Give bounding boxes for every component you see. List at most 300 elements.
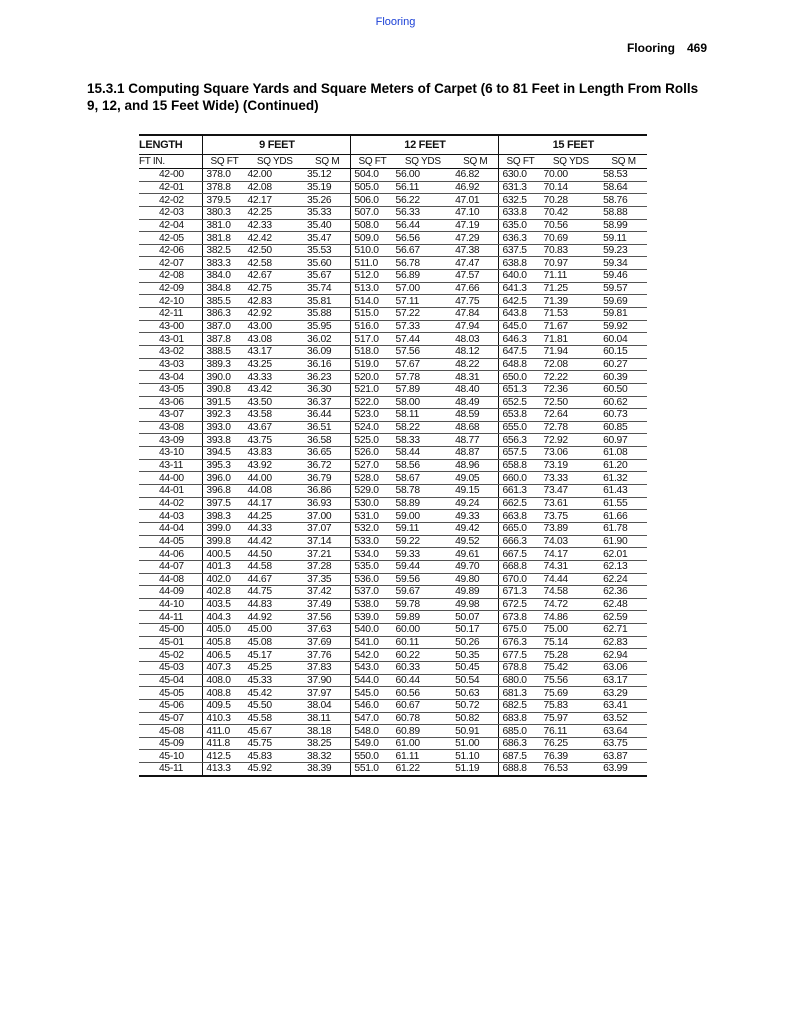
sq-yds-15-cell: 72.92 (542, 434, 601, 447)
sq-yds-9-cell: 42.92 (245, 308, 304, 321)
sq-yds-15-cell: 72.36 (542, 383, 601, 396)
length-cell: 42-05 (139, 232, 203, 245)
subheader-sq-ft: SQ FT (203, 155, 246, 169)
sq-m-12-cell: 51.19 (452, 763, 499, 776)
sq-m-9-cell: 35.12 (304, 169, 351, 182)
sq-yds-12-cell: 56.11 (394, 181, 453, 194)
length-cell: 42-00 (139, 169, 203, 182)
sq-m-15-cell: 62.13 (600, 560, 647, 573)
length-cell: 43-04 (139, 371, 203, 384)
sq-ft-12-cell: 517.0 (351, 333, 394, 346)
page-number: 469 (686, 41, 707, 55)
sq-m-12-cell: 49.15 (452, 485, 499, 498)
sq-yds-12-cell: 60.44 (394, 674, 453, 687)
length-cell: 42-09 (139, 282, 203, 295)
sq-m-15-cell: 60.85 (600, 421, 647, 434)
sq-yds-12-cell: 60.11 (394, 636, 453, 649)
sq-ft-15-cell: 637.5 (499, 244, 542, 257)
sq-m-12-cell: 47.47 (452, 257, 499, 270)
sq-yds-15-cell: 73.33 (542, 472, 601, 485)
sq-yds-15-cell: 70.28 (542, 194, 601, 207)
sq-yds-15-cell: 74.03 (542, 535, 601, 548)
length-cell: 43-07 (139, 409, 203, 422)
table-row (139, 358, 647, 371)
table-row (139, 725, 647, 738)
table-row (139, 169, 647, 182)
sq-m-9-cell: 36.72 (304, 459, 351, 472)
sq-ft-12-cell: 532.0 (351, 522, 394, 535)
sq-m-9-cell: 37.35 (304, 573, 351, 586)
sq-yds-9-cell: 42.08 (245, 181, 304, 194)
sq-ft-15-cell: 655.0 (499, 421, 542, 434)
sq-ft-15-cell: 672.5 (499, 598, 542, 611)
sq-yds-15-cell: 72.08 (542, 358, 601, 371)
sq-yds-15-cell: 71.25 (542, 282, 601, 295)
sq-ft-15-cell: 683.8 (499, 712, 542, 725)
sq-ft-12-cell: 544.0 (351, 674, 394, 687)
sq-ft-9-cell: 384.0 (203, 270, 246, 283)
sq-yds-15-cell: 72.22 (542, 371, 601, 384)
sq-yds-12-cell: 58.00 (394, 396, 453, 409)
sq-m-15-cell: 61.32 (600, 472, 647, 485)
length-cell: 42-01 (139, 181, 203, 194)
sq-yds-15-cell: 75.42 (542, 661, 601, 674)
length-cell: 43-09 (139, 434, 203, 447)
sq-ft-12-cell: 549.0 (351, 737, 394, 750)
sq-yds-15-cell: 70.69 (542, 232, 601, 245)
sq-yds-9-cell: 43.58 (245, 409, 304, 422)
sq-m-12-cell: 48.22 (452, 358, 499, 371)
sq-m-9-cell: 36.44 (304, 409, 351, 422)
sq-yds-12-cell: 60.78 (394, 712, 453, 725)
sq-m-9-cell: 37.28 (304, 560, 351, 573)
length-cell: 42-07 (139, 257, 203, 270)
sq-ft-12-cell: 513.0 (351, 282, 394, 295)
sq-ft-15-cell: 657.5 (499, 447, 542, 460)
sq-m-12-cell: 50.07 (452, 611, 499, 624)
sq-ft-15-cell: 688.8 (499, 763, 542, 776)
table-row (139, 624, 647, 637)
sq-ft-15-cell: 673.8 (499, 611, 542, 624)
length-cell: 44-06 (139, 548, 203, 561)
table-row (139, 763, 647, 776)
table-row (139, 459, 647, 472)
sq-m-15-cell: 62.01 (600, 548, 647, 561)
sq-yds-15-cell: 74.44 (542, 573, 601, 586)
sq-ft-15-cell: 668.8 (499, 560, 542, 573)
sq-m-9-cell: 36.16 (304, 358, 351, 371)
sq-yds-9-cell: 44.58 (245, 560, 304, 573)
sq-m-12-cell: 47.84 (452, 308, 499, 321)
length-cell: 43-11 (139, 459, 203, 472)
sq-m-12-cell: 50.82 (452, 712, 499, 725)
table-row (139, 232, 647, 245)
sq-yds-15-cell: 75.28 (542, 649, 601, 662)
sq-ft-15-cell: 685.0 (499, 725, 542, 738)
length-cell: 43-01 (139, 333, 203, 346)
sq-ft-15-cell: 631.3 (499, 181, 542, 194)
sq-yds-12-cell: 60.56 (394, 687, 453, 700)
sq-m-15-cell: 58.53 (600, 169, 647, 182)
sq-m-12-cell: 47.94 (452, 320, 499, 333)
sq-ft-12-cell: 531.0 (351, 510, 394, 523)
sq-yds-12-cell: 56.89 (394, 270, 453, 283)
table-row (139, 611, 647, 624)
sq-ft-15-cell: 666.3 (499, 535, 542, 548)
sq-m-9-cell: 38.32 (304, 750, 351, 763)
sq-ft-12-cell: 528.0 (351, 472, 394, 485)
sq-m-9-cell: 36.58 (304, 434, 351, 447)
sq-ft-12-cell: 551.0 (351, 763, 394, 776)
sq-yds-9-cell: 45.08 (245, 636, 304, 649)
sq-yds-9-cell: 42.83 (245, 295, 304, 308)
sq-ft-12-cell: 525.0 (351, 434, 394, 447)
sq-m-9-cell: 35.40 (304, 219, 351, 232)
sq-yds-9-cell: 43.25 (245, 358, 304, 371)
sq-m-15-cell: 63.06 (600, 661, 647, 674)
table-body (139, 169, 647, 776)
table-row (139, 345, 647, 358)
sq-ft-9-cell: 382.5 (203, 244, 246, 257)
sq-ft-15-cell: 667.5 (499, 548, 542, 561)
sq-m-12-cell: 47.66 (452, 282, 499, 295)
sq-yds-15-cell: 75.83 (542, 699, 601, 712)
sq-ft-15-cell: 675.0 (499, 624, 542, 637)
sq-ft-12-cell: 506.0 (351, 194, 394, 207)
sq-ft-9-cell: 411.8 (203, 737, 246, 750)
sq-m-9-cell: 37.83 (304, 661, 351, 674)
length-cell: 44-01 (139, 485, 203, 498)
sq-yds-12-cell: 57.33 (394, 320, 453, 333)
table-row (139, 750, 647, 763)
sq-m-12-cell: 47.38 (452, 244, 499, 257)
length-cell: 42-03 (139, 206, 203, 219)
sq-yds-12-cell: 56.44 (394, 219, 453, 232)
sq-yds-15-cell: 75.56 (542, 674, 601, 687)
sq-yds-9-cell: 43.83 (245, 447, 304, 460)
sq-m-9-cell: 36.37 (304, 396, 351, 409)
sq-yds-12-cell: 59.44 (394, 560, 453, 573)
sq-ft-9-cell: 390.0 (203, 371, 246, 384)
sq-yds-12-cell: 61.22 (394, 763, 453, 776)
sq-m-12-cell: 49.05 (452, 472, 499, 485)
sq-ft-9-cell: 408.8 (203, 687, 246, 700)
sq-yds-9-cell: 43.08 (245, 333, 304, 346)
carpet-conversion-table (139, 134, 647, 777)
table-row (139, 586, 647, 599)
sq-ft-12-cell: 526.0 (351, 447, 394, 460)
sq-m-9-cell: 38.04 (304, 699, 351, 712)
sq-m-12-cell: 49.80 (452, 573, 499, 586)
table-row (139, 674, 647, 687)
sq-yds-12-cell: 59.89 (394, 611, 453, 624)
sq-yds-15-cell: 76.39 (542, 750, 601, 763)
carpet-table-container (139, 134, 647, 777)
length-cell: 42-08 (139, 270, 203, 283)
sq-m-9-cell: 38.25 (304, 737, 351, 750)
sq-ft-9-cell: 410.3 (203, 712, 246, 725)
sq-m-9-cell: 37.69 (304, 636, 351, 649)
sq-yds-9-cell: 45.00 (245, 624, 304, 637)
sq-ft-9-cell: 389.3 (203, 358, 246, 371)
sq-yds-15-cell: 73.75 (542, 510, 601, 523)
sq-yds-15-cell: 70.56 (542, 219, 601, 232)
sq-m-9-cell: 35.81 (304, 295, 351, 308)
sq-m-12-cell: 48.87 (452, 447, 499, 460)
sq-ft-15-cell: 641.3 (499, 282, 542, 295)
sq-yds-12-cell: 58.78 (394, 485, 453, 498)
sq-yds-12-cell: 57.00 (394, 282, 453, 295)
sq-ft-15-cell: 638.8 (499, 257, 542, 270)
table-row (139, 282, 647, 295)
sq-yds-12-cell: 61.00 (394, 737, 453, 750)
subheader-sq-ft: SQ FT (499, 155, 542, 169)
sq-m-12-cell: 48.31 (452, 371, 499, 384)
length-cell: 44-03 (139, 510, 203, 523)
sq-ft-12-cell: 542.0 (351, 649, 394, 662)
sq-yds-15-cell: 75.97 (542, 712, 601, 725)
sq-m-15-cell: 62.36 (600, 586, 647, 599)
table-row (139, 535, 647, 548)
sq-ft-15-cell: 682.5 (499, 699, 542, 712)
sq-ft-15-cell: 677.5 (499, 649, 542, 662)
sq-yds-12-cell: 56.56 (394, 232, 453, 245)
sq-yds-9-cell: 42.75 (245, 282, 304, 295)
sq-m-12-cell: 47.75 (452, 295, 499, 308)
sq-yds-9-cell: 44.75 (245, 586, 304, 599)
sq-ft-12-cell: 514.0 (351, 295, 394, 308)
sq-yds-15-cell: 74.31 (542, 560, 601, 573)
sq-yds-9-cell: 43.67 (245, 421, 304, 434)
sq-yds-9-cell: 45.83 (245, 750, 304, 763)
sq-yds-9-cell: 44.08 (245, 485, 304, 498)
sq-yds-12-cell: 60.00 (394, 624, 453, 637)
sq-m-15-cell: 59.46 (600, 270, 647, 283)
sq-yds-15-cell: 72.78 (542, 421, 601, 434)
sq-yds-15-cell: 74.72 (542, 598, 601, 611)
sq-ft-9-cell: 409.5 (203, 699, 246, 712)
sq-yds-12-cell: 58.89 (394, 497, 453, 510)
sq-m-12-cell: 48.59 (452, 409, 499, 422)
sq-ft-9-cell: 379.5 (203, 194, 246, 207)
sq-ft-9-cell: 378.0 (203, 169, 246, 182)
sq-ft-9-cell: 401.3 (203, 560, 246, 573)
sq-m-15-cell: 60.62 (600, 396, 647, 409)
sq-ft-12-cell: 530.0 (351, 497, 394, 510)
table-row (139, 636, 647, 649)
top-flooring-link[interactable]: Flooring (375, 16, 416, 28)
table-row (139, 497, 647, 510)
sq-m-15-cell: 63.87 (600, 750, 647, 763)
sq-ft-12-cell: 508.0 (351, 219, 394, 232)
sq-yds-15-cell: 71.94 (542, 345, 601, 358)
table-row (139, 219, 647, 232)
table-row (139, 383, 647, 396)
sq-yds-12-cell: 58.33 (394, 434, 453, 447)
sq-yds-9-cell: 42.17 (245, 194, 304, 207)
table-row (139, 699, 647, 712)
length-cell: 44-11 (139, 611, 203, 624)
sq-ft-15-cell: 678.8 (499, 661, 542, 674)
length-cell: 45-00 (139, 624, 203, 637)
sq-m-15-cell: 60.39 (600, 371, 647, 384)
sq-m-12-cell: 51.00 (452, 737, 499, 750)
subheader-sq-m: SQ M (600, 155, 647, 169)
table-row (139, 257, 647, 270)
sq-yds-9-cell: 42.00 (245, 169, 304, 182)
sq-yds-12-cell: 60.67 (394, 699, 453, 712)
sq-yds-12-cell: 58.22 (394, 421, 453, 434)
sq-yds-12-cell: 60.22 (394, 649, 453, 662)
length-cell: 43-03 (139, 358, 203, 371)
sq-ft-15-cell: 671.3 (499, 586, 542, 599)
sq-m-15-cell: 62.48 (600, 598, 647, 611)
sq-ft-9-cell: 407.3 (203, 661, 246, 674)
sq-m-12-cell: 50.26 (452, 636, 499, 649)
group-header-15ft: 15 FEET (499, 135, 647, 155)
length-cell: 44-08 (139, 573, 203, 586)
sq-m-9-cell: 37.21 (304, 548, 351, 561)
table-row (139, 320, 647, 333)
table-row (139, 712, 647, 725)
sq-ft-15-cell: 652.5 (499, 396, 542, 409)
length-cell: 44-07 (139, 560, 203, 573)
sq-ft-12-cell: 504.0 (351, 169, 394, 182)
sq-m-15-cell: 63.64 (600, 725, 647, 738)
table-row (139, 333, 647, 346)
length-cell: 44-10 (139, 598, 203, 611)
sq-ft-12-cell: 520.0 (351, 371, 394, 384)
sq-m-9-cell: 38.39 (304, 763, 351, 776)
sq-ft-15-cell: 635.0 (499, 219, 542, 232)
table-row (139, 206, 647, 219)
length-cell: 42-11 (139, 308, 203, 321)
sq-m-12-cell: 47.10 (452, 206, 499, 219)
sq-yds-12-cell: 59.56 (394, 573, 453, 586)
sq-yds-9-cell: 45.67 (245, 725, 304, 738)
sq-ft-12-cell: 522.0 (351, 396, 394, 409)
table-row (139, 472, 647, 485)
sq-yds-12-cell: 58.11 (394, 409, 453, 422)
length-cell: 44-05 (139, 535, 203, 548)
sq-m-12-cell: 49.33 (452, 510, 499, 523)
sq-yds-15-cell: 70.42 (542, 206, 601, 219)
sq-yds-9-cell: 44.33 (245, 522, 304, 535)
length-cell: 45-03 (139, 661, 203, 674)
sq-m-15-cell: 59.34 (600, 257, 647, 270)
sq-ft-12-cell: 523.0 (351, 409, 394, 422)
sq-yds-15-cell: 76.53 (542, 763, 601, 776)
sq-m-15-cell: 58.88 (600, 206, 647, 219)
sq-m-15-cell: 61.55 (600, 497, 647, 510)
sq-m-9-cell: 35.53 (304, 244, 351, 257)
sq-yds-9-cell: 43.42 (245, 383, 304, 396)
sq-m-15-cell: 62.83 (600, 636, 647, 649)
sq-ft-9-cell: 411.0 (203, 725, 246, 738)
length-cell: 43-10 (139, 447, 203, 460)
sq-ft-9-cell: 387.0 (203, 320, 246, 333)
sq-m-12-cell: 46.82 (452, 169, 499, 182)
length-cell: 45-07 (139, 712, 203, 725)
sq-ft-9-cell: 404.3 (203, 611, 246, 624)
sq-ft-9-cell: 402.0 (203, 573, 246, 586)
sq-m-9-cell: 38.18 (304, 725, 351, 738)
table-row (139, 371, 647, 384)
sq-ft-12-cell: 537.0 (351, 586, 394, 599)
sq-ft-12-cell: 535.0 (351, 560, 394, 573)
sq-yds-9-cell: 44.83 (245, 598, 304, 611)
sq-ft-12-cell: 509.0 (351, 232, 394, 245)
sq-ft-9-cell: 413.3 (203, 763, 246, 776)
table-row (139, 661, 647, 674)
sq-m-12-cell: 49.52 (452, 535, 499, 548)
sq-ft-15-cell: 633.8 (499, 206, 542, 219)
sq-m-9-cell: 36.65 (304, 447, 351, 460)
sq-yds-9-cell: 45.92 (245, 763, 304, 776)
sq-m-12-cell: 48.77 (452, 434, 499, 447)
sq-m-15-cell: 61.43 (600, 485, 647, 498)
sq-ft-12-cell: 547.0 (351, 712, 394, 725)
sq-yds-15-cell: 73.47 (542, 485, 601, 498)
sq-yds-12-cell: 58.67 (394, 472, 453, 485)
sq-yds-15-cell: 71.53 (542, 308, 601, 321)
sq-yds-9-cell: 44.92 (245, 611, 304, 624)
length-cell: 45-10 (139, 750, 203, 763)
sq-m-12-cell: 48.40 (452, 383, 499, 396)
sq-m-15-cell: 63.75 (600, 737, 647, 750)
sq-yds-15-cell: 71.67 (542, 320, 601, 333)
sq-m-9-cell: 37.56 (304, 611, 351, 624)
sq-ft-9-cell: 388.5 (203, 345, 246, 358)
sq-yds-9-cell: 45.25 (245, 661, 304, 674)
sq-yds-15-cell: 70.97 (542, 257, 601, 270)
sq-ft-9-cell: 402.8 (203, 586, 246, 599)
sq-m-9-cell: 36.30 (304, 383, 351, 396)
sq-yds-15-cell: 70.14 (542, 181, 601, 194)
sq-ft-9-cell: 400.5 (203, 548, 246, 561)
sq-yds-12-cell: 59.11 (394, 522, 453, 535)
sq-m-12-cell: 50.54 (452, 674, 499, 687)
sq-yds-9-cell: 44.17 (245, 497, 304, 510)
sq-ft-15-cell: 686.3 (499, 737, 542, 750)
sq-ft-15-cell: 632.5 (499, 194, 542, 207)
sq-yds-15-cell: 70.00 (542, 169, 601, 182)
sq-ft-15-cell: 687.5 (499, 750, 542, 763)
sq-ft-15-cell: 650.0 (499, 371, 542, 384)
sq-yds-9-cell: 43.75 (245, 434, 304, 447)
sq-m-9-cell: 36.51 (304, 421, 351, 434)
subheader-sq-m: SQ M (304, 155, 351, 169)
sq-yds-9-cell: 45.42 (245, 687, 304, 700)
sq-ft-15-cell: 658.8 (499, 459, 542, 472)
length-cell: 45-02 (139, 649, 203, 662)
sq-m-15-cell: 62.94 (600, 649, 647, 662)
sq-ft-9-cell: 394.5 (203, 447, 246, 460)
table-row (139, 244, 647, 257)
table-row (139, 485, 647, 498)
sq-m-12-cell: 50.35 (452, 649, 499, 662)
sq-m-15-cell: 58.99 (600, 219, 647, 232)
sq-yds-15-cell: 76.11 (542, 725, 601, 738)
sq-m-12-cell: 49.89 (452, 586, 499, 599)
sq-m-15-cell: 61.20 (600, 459, 647, 472)
sq-yds-12-cell: 56.00 (394, 169, 453, 182)
sq-m-9-cell: 36.09 (304, 345, 351, 358)
sq-ft-15-cell: 645.0 (499, 320, 542, 333)
sq-ft-15-cell: 647.5 (499, 345, 542, 358)
sq-ft-15-cell: 662.5 (499, 497, 542, 510)
length-cell: 45-01 (139, 636, 203, 649)
